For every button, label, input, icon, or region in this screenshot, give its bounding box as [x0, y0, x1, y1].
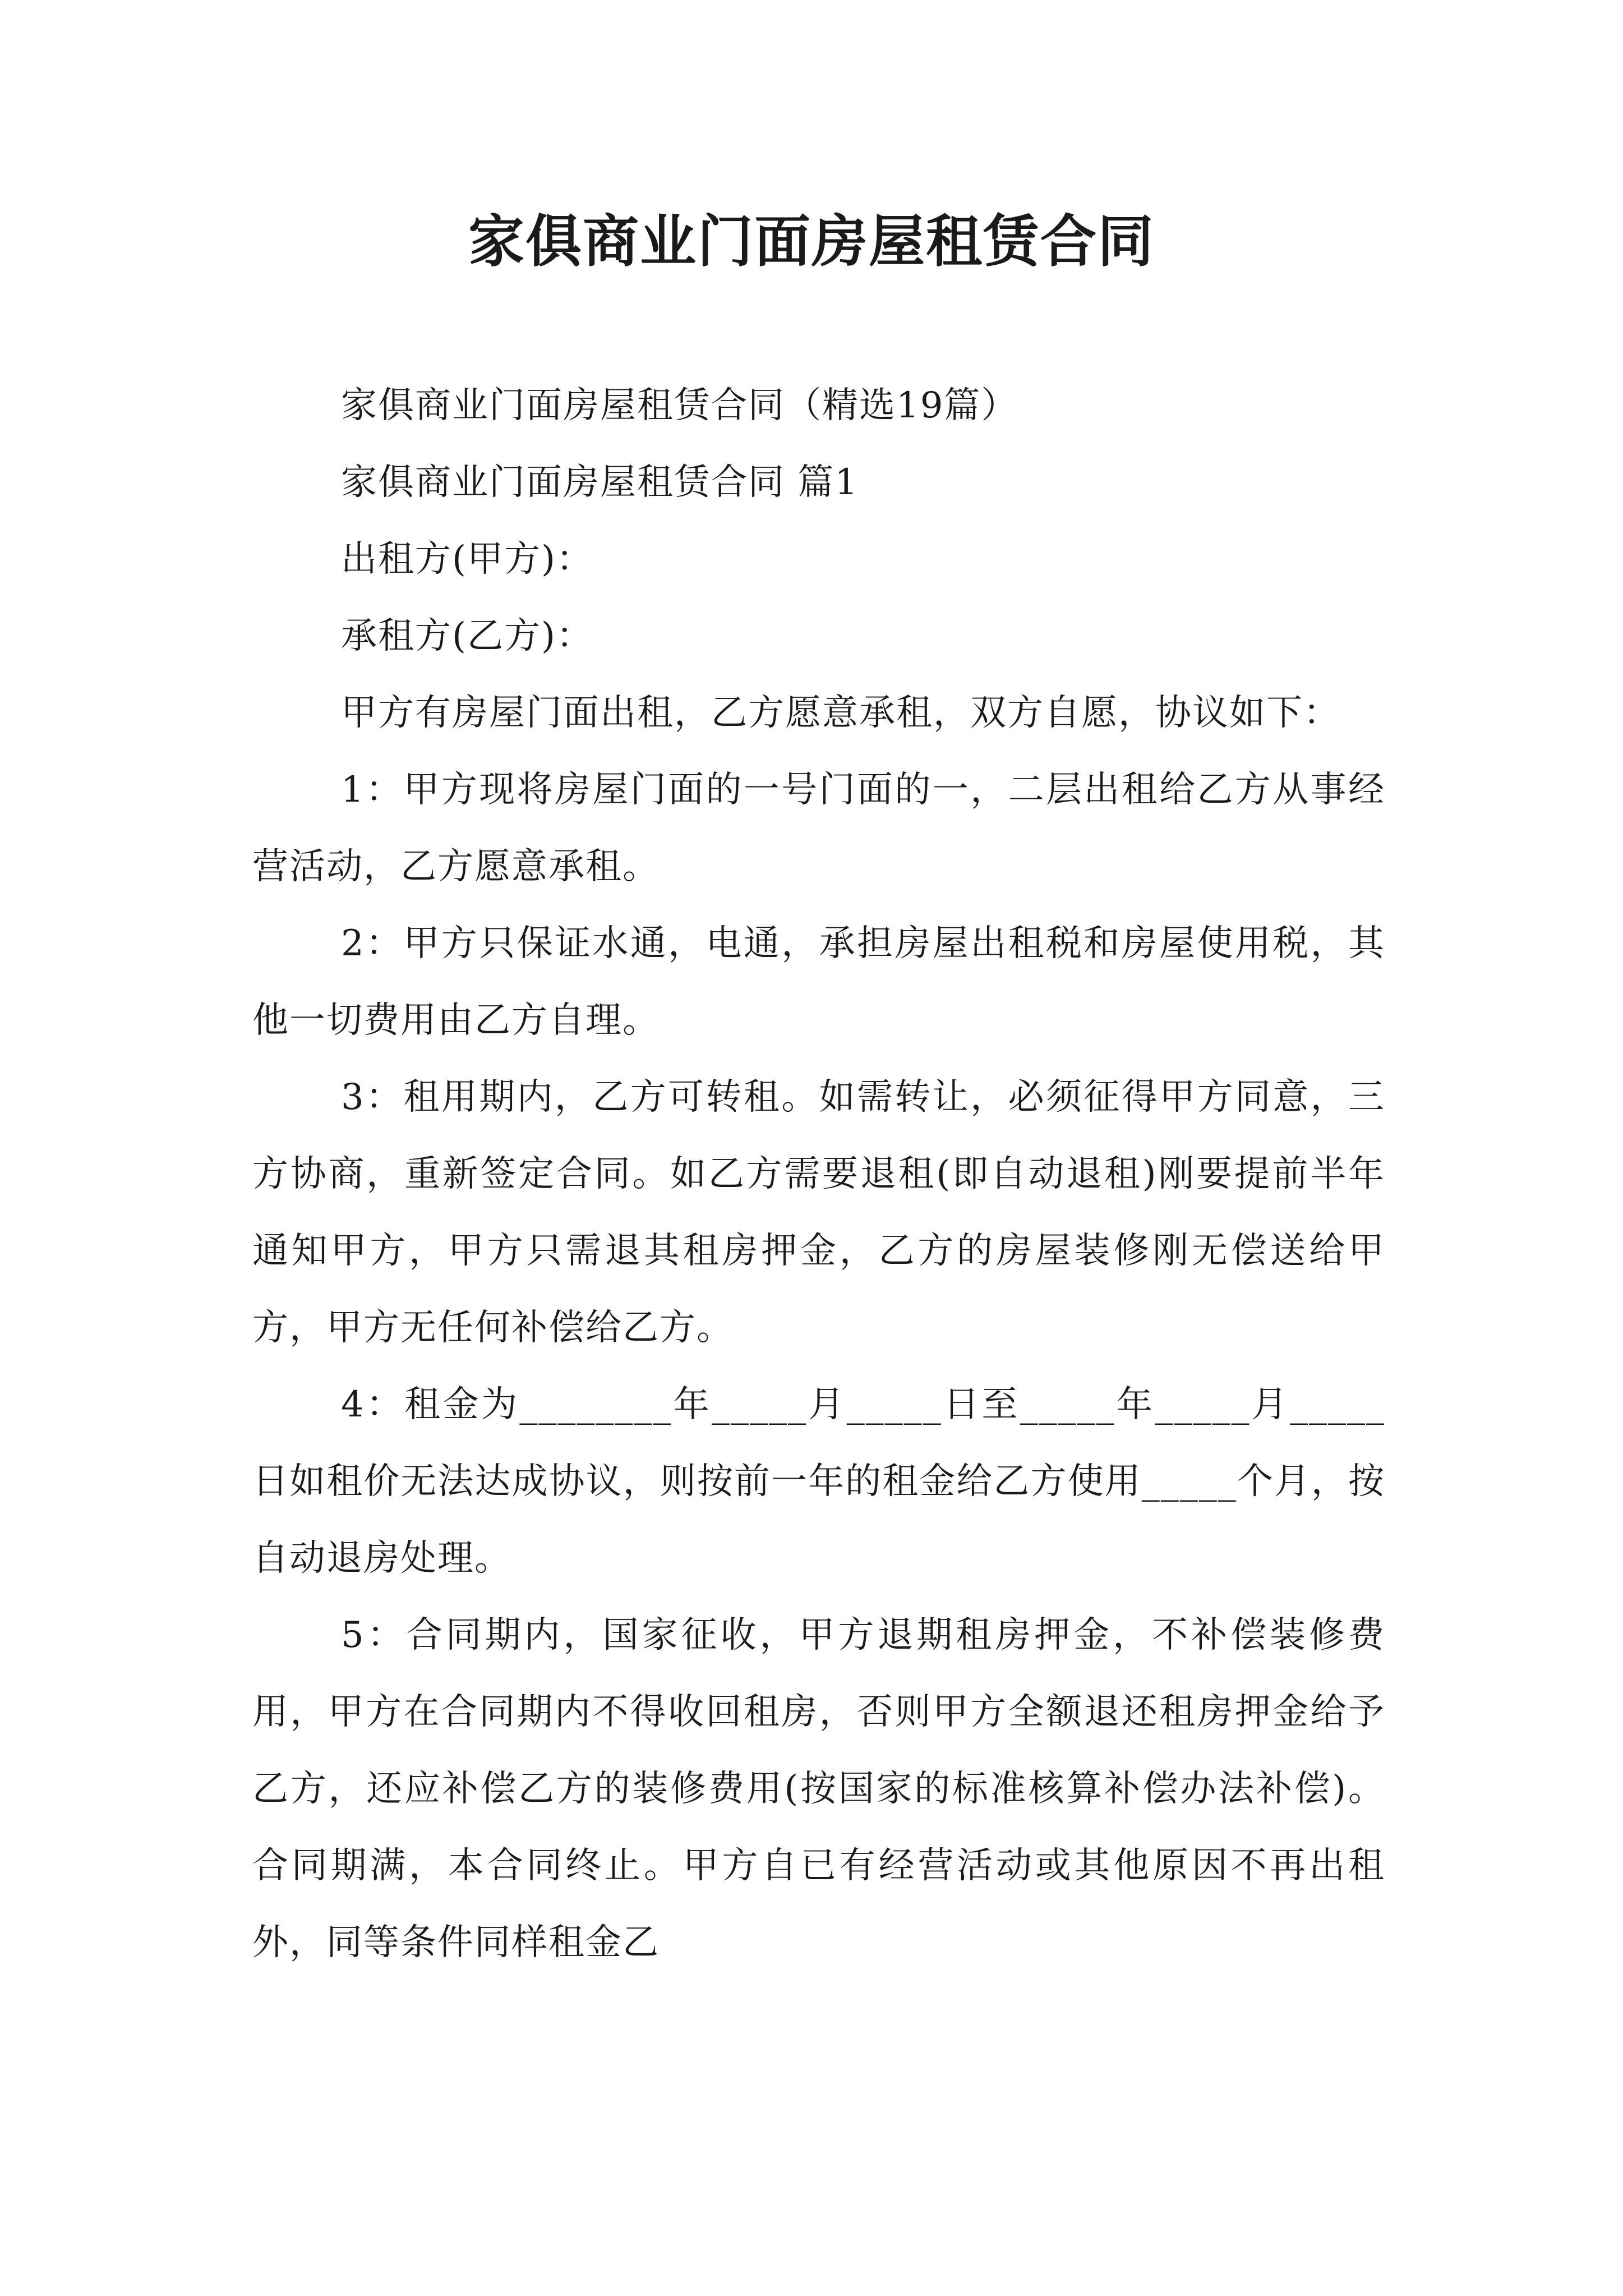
document-title: 家俱商业门面房屋租赁合同: [468, 208, 1155, 274]
paragraph-clause-5: 5：合同期内，国家征收，甲方退期租房押金，不补偿装修费用，甲方在合同期内不得收回租房，否则甲方全额退还租房押金给予乙方，还应补偿乙方的装修费用(按国家的标准核算补偿办法补偿)。合同期满，本合同终止。甲方自已有经营活动或其他原因不再出租外，同等条件同样租金乙: [252, 1614, 1385, 1963]
paragraph-clause-1: 1：甲方现将房屋门面的一号门面的一，二层出租给乙方从事经营活动，乙方愿意承租。: [252, 769, 1385, 887]
paragraph-lessor: 出租方(甲方)：: [341, 539, 593, 580]
paragraph-lessee: 承租方(乙方)：: [341, 615, 593, 657]
document-body: [252, 367, 1385, 1981]
paragraph-clause-3: 3：租用期内，乙方可转租。如需转让，必须征得甲方同意，三方协商，重新签定合同。如乙方需要退租(即自动退租)刚要提前半年通知甲方，甲方只需退其租房押金，乙方的房屋装修刚无偿送给甲方，甲方无任何补偿给乙方。: [252, 1076, 1385, 1349]
paragraph-clause-2: 2：甲方只保证水通，电通，承担房屋出租税和房屋使用税，其他一切费用由乙方自理。: [252, 923, 1385, 1041]
paragraph-subtitle: 家俱商业门面房屋租赁合同（精选19篇）: [341, 385, 1018, 426]
paragraph-clause-4: 4：租金为________年_____月_____日至_____年_____月_____日如租价无法达成协议，则按前一年的租金给乙方使用_____个月，按自动退房处理。: [252, 1384, 1385, 1579]
paragraph-intro: 甲方有房屋门面出租，乙方愿意承租，双方自愿，协议如下：: [341, 692, 1340, 734]
paragraph-section-heading: 家俱商业门面房屋租赁合同 篇1: [341, 462, 859, 503]
